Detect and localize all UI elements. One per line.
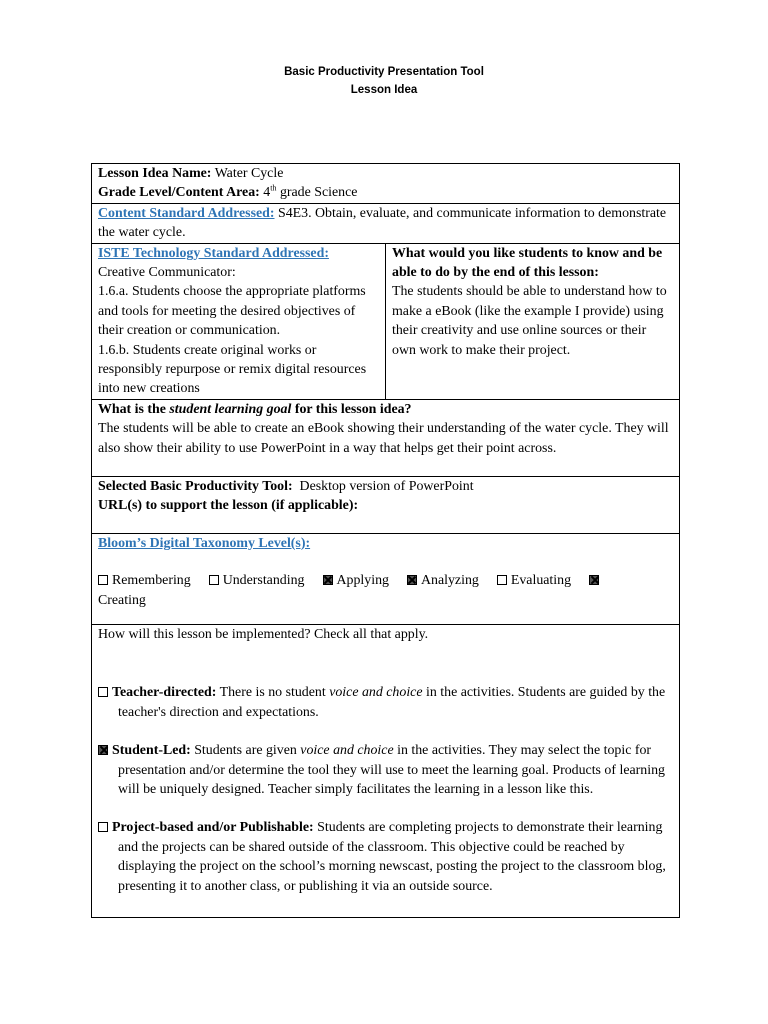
- learning-goal-q-em: student learning goal: [169, 401, 292, 417]
- checkbox-checked[interactable]: [323, 575, 333, 585]
- iste-line: 1.6.b. Students create original works or responsibly repurpose or remix digital resources into new creations: [98, 342, 367, 397]
- document-title: Basic Productivity Presentation Tool: [284, 66, 484, 78]
- learning-goal-text: The students will be able to create an eBook showing their understanding of the water cycle. They will also show their ability to use PowerPoint in a way that helps get their point across.: [98, 421, 669, 456]
- option-label: Teacher-directed:: [112, 685, 217, 701]
- checkbox[interactable]: [497, 575, 507, 585]
- checkbox-checked[interactable]: [589, 575, 599, 585]
- blooms-option-label: Understanding: [222, 573, 305, 589]
- implementation-question: How will this lesson be implemented? Check all that apply.: [98, 626, 429, 642]
- blooms-option[interactable]: [209, 573, 305, 588]
- grade-level: [98, 183, 673, 202]
- blooms-option-label: Applying: [336, 573, 389, 589]
- row-tool: [92, 476, 680, 533]
- learning-goal-question: [98, 400, 673, 419]
- option-text: in the activities. Students are guided by the teacher's direction and expectations.: [118, 685, 666, 720]
- blooms-label: Bloom’s Digital Taxonomy Level(s):: [98, 535, 311, 551]
- content-standard-label: Content Standard Addressed:: [98, 205, 275, 221]
- option-em: voice and choice: [300, 743, 394, 759]
- option-text: in the activities. They may select the topic for presentation and/or determine the tool they will use to meet the learning goal. Products of learning will be uniquely designed. Teacher simply facilitates the learning in a lesson like this.: [118, 743, 665, 797]
- iste-standard-label: ISTE Technology Standard Addressed:: [98, 245, 329, 261]
- grade-level-value: grade Science: [279, 185, 358, 201]
- option-label: Project-based and/or Publishable:: [112, 820, 314, 836]
- grade-level-label: Grade Level/Content Area:: [98, 185, 260, 201]
- iste-line: 1.6.a. Students choose the appropriate platforms and tools for meeting the desired objectives of their creation or communication.: [98, 284, 366, 339]
- implementation-option-student-led[interactable]: [98, 741, 673, 799]
- blooms-option-label: Evaluating: [510, 573, 572, 589]
- blooms-option[interactable]: [98, 573, 191, 588]
- selected-tool-label: Selected Basic Productivity Tool:: [98, 478, 293, 494]
- checkbox-checked[interactable]: [98, 745, 108, 755]
- blooms-option[interactable]: [323, 573, 389, 588]
- know-answer: The students should be able to understand how to make a eBook (like the example I provide) using their creativity and use online sources or their own work to make their project.: [392, 284, 667, 358]
- url-label: URL(s) to support the lesson (if applicable):: [98, 498, 359, 514]
- lesson-name-value: Water Cycle: [214, 166, 284, 181]
- row-lesson-name: [92, 164, 680, 204]
- blooms-option-label: Creating: [98, 592, 146, 608]
- grade-suffix: th: [270, 183, 277, 193]
- learning-goal-q-pre: What is the: [98, 401, 170, 417]
- option-em: voice and choice: [329, 685, 423, 701]
- row-implementation: [92, 624, 680, 917]
- checkbox[interactable]: [98, 687, 108, 697]
- lesson-name-label: Lesson Idea Name:: [98, 166, 212, 181]
- implementation-option-project-based[interactable]: [98, 818, 673, 896]
- blooms-option-label: Remembering: [112, 573, 191, 589]
- selected-tool-value: Desktop version of PowerPoint: [299, 478, 474, 494]
- blooms-option-label: Analyzing: [420, 573, 479, 589]
- row-content-standard: [92, 203, 680, 243]
- blooms-option[interactable]: [407, 573, 479, 588]
- grade-number: 4: [263, 185, 271, 201]
- implementation-option-teacher-directed[interactable]: [98, 683, 673, 722]
- blooms-option[interactable]: [497, 573, 571, 588]
- lesson-name: [98, 164, 673, 183]
- checkbox[interactable]: [98, 822, 108, 832]
- document-subtitle: Lesson Idea: [350, 84, 418, 96]
- iste-line: Creative Communicator:: [98, 265, 236, 281]
- row-blooms: [92, 533, 680, 624]
- checkbox[interactable]: [209, 575, 219, 585]
- checkbox[interactable]: [98, 575, 108, 585]
- checkbox-checked[interactable]: [407, 575, 417, 585]
- option-text: Students are given: [190, 743, 301, 759]
- option-text: There is no student: [216, 685, 330, 701]
- row-iste-and-objectives: [92, 243, 680, 399]
- selected-tool: [98, 477, 673, 496]
- learning-goal-q-post: for this lesson idea?: [291, 401, 412, 417]
- row-learning-goal: [92, 399, 680, 476]
- content-standard-value: S4E3. Obtain, evaluate, and communicate information to demonstrate the water cycle.: [98, 205, 667, 241]
- lesson-plan-table: [91, 163, 680, 918]
- option-label: Student-Led:: [112, 743, 191, 759]
- option-text: Students are completing projects to demonstrate their learning and the projects can be shared outside of the classroom. This objective could be reached by displaying the project on the school’s morning newscast, posting the project to the classroom blog, presenting it to another class, or publishing it via an outside source.: [118, 820, 666, 894]
- blooms-options: [98, 571, 673, 610]
- know-question: What would you like students to know and be able to do by the end of this lesson:: [392, 245, 663, 281]
